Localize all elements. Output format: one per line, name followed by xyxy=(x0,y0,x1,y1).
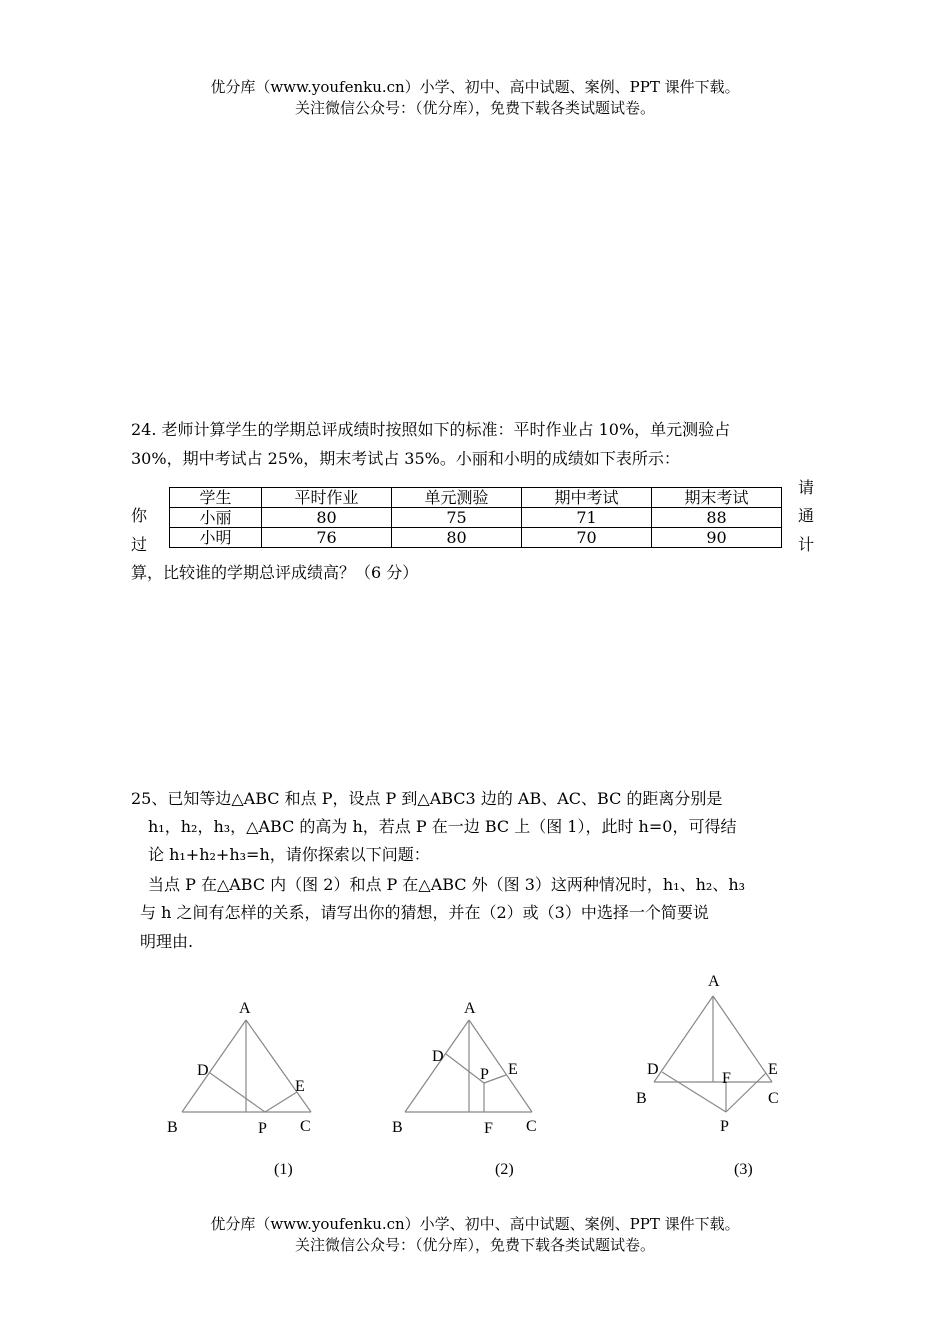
table-cell: 88 xyxy=(652,508,782,528)
fig2-label-a: A xyxy=(464,1000,476,1017)
fig1-label-e: E xyxy=(295,1078,305,1095)
table-cell: 小丽 xyxy=(170,508,262,528)
fig3-segment-dp xyxy=(662,1072,726,1112)
fig3-side-ab xyxy=(654,996,713,1082)
table-header-cell: 期末考试 xyxy=(652,488,782,508)
fig1-label-c: C xyxy=(300,1118,311,1135)
page-header-line-1: 优分库（www.youfenku.cn）小学、初中、高中试题、案例、PPT 课件下载。 xyxy=(210,78,740,96)
table-cell: 90 xyxy=(652,528,782,548)
q24-left-char-2: 过 xyxy=(131,535,148,554)
fig1-segment-dp xyxy=(210,1073,265,1112)
table-cell: 80 xyxy=(262,508,392,528)
fig3-label-a: A xyxy=(708,973,720,990)
q24-left-char-1: 你 xyxy=(131,506,148,525)
fig1-side-ab xyxy=(182,1020,246,1112)
fig1-label-d: D xyxy=(197,1062,209,1079)
fig2-caption: (2) xyxy=(495,1161,514,1178)
table-cell: 76 xyxy=(262,528,392,548)
q24-right-char-3: 计 xyxy=(798,535,815,554)
q24-right-char-2: 通 xyxy=(798,506,815,525)
fig3-label-e: E xyxy=(768,1061,778,1078)
fig1-label-b: B xyxy=(167,1119,178,1136)
fig2-label-c: C xyxy=(526,1118,537,1135)
fig1-label-p: P xyxy=(258,1120,267,1137)
q24-line-1: 24. 老师计算学生的学期总评成绩时按照如下的标准：平时作业占 10%，单元测验占 xyxy=(131,420,731,439)
fig2-label-b: B xyxy=(392,1119,403,1136)
page-footer-line-2: 关注微信公众号：（优分库），免费下载各类试题试卷。 xyxy=(294,1236,655,1254)
fig3-label-c: C xyxy=(768,1090,779,1107)
fig2-side-ac xyxy=(469,1020,532,1112)
table-header-cell: 单元测验 xyxy=(392,488,522,508)
q25-line-2: h₁，h₂，h₃，△ABC 的高为 h，若点 P 在一边 BC 上（图 1），此时 h=0，可得结 xyxy=(148,817,737,836)
fig2-label-d: D xyxy=(432,1048,444,1065)
fig1-caption: (1) xyxy=(274,1161,293,1178)
fig1-segment-pe xyxy=(265,1092,297,1112)
table-header-cell: 平时作业 xyxy=(262,488,392,508)
fig3-segment-pe xyxy=(726,1073,766,1112)
table-cell: 70 xyxy=(522,528,652,548)
fig3-label-b: B xyxy=(636,1090,647,1107)
q24-line-3: 算，比较谁的学期总评成绩高？（6 分） xyxy=(131,563,419,582)
q25-line-5: 与 h 之间有怎样的关系，请写出你的猜想，并在（2）或（3）中选择一个简要说 xyxy=(140,903,709,922)
page-footer-line-1: 优分库（www.youfenku.cn）小学、初中、高中试题、案例、PPT 课件下载。 xyxy=(210,1215,740,1233)
table-header-cell: 期中考试 xyxy=(522,488,652,508)
fig2-label-p: P xyxy=(480,1066,489,1083)
q25-line-3: 论 h₁+h₂+h₃=h，请你探索以下问题： xyxy=(148,845,430,864)
q25-line-4: 当点 P 在△ABC 内（图 2）和点 P 在△ABC 外（图 3）这两种情况时，h₁、h₂、h₃ xyxy=(148,875,746,894)
q25-line-1: 25、已知等边△ABC 和点 P，设点 P 到△ABC3 边的 AB、AC、BC 的距离分别是 xyxy=(131,789,723,808)
fig3-caption: (3) xyxy=(734,1161,753,1178)
fig2-label-f: F xyxy=(484,1120,493,1137)
fig2-label-e: E xyxy=(508,1061,518,1078)
table-cell: 71 xyxy=(522,508,652,528)
fig2-side-ab xyxy=(405,1020,469,1112)
page-header-line-2: 关注微信公众号：（优分库），免费下载各类试题试卷。 xyxy=(294,99,655,117)
fig3-label-p: P xyxy=(720,1118,729,1135)
fig1-label-a: A xyxy=(239,1000,251,1017)
fig1-side-ac xyxy=(246,1020,311,1112)
table-cell: 75 xyxy=(392,508,522,528)
table-cell: 80 xyxy=(392,528,522,548)
fig3-label-f: F xyxy=(722,1070,731,1087)
q24-right-char-1: 请 xyxy=(798,478,815,497)
fig2-segment-dp xyxy=(446,1054,484,1083)
fig3-label-d: D xyxy=(647,1061,659,1078)
q24-line-2: 30%，期中考试占 25%，期末考试占 35%。小丽和小明的成绩如下表所示： xyxy=(131,449,680,468)
table-header-cell: 学生 xyxy=(170,488,262,508)
table-cell: 小明 xyxy=(170,528,262,548)
q25-line-6: 明理由. xyxy=(140,932,194,951)
